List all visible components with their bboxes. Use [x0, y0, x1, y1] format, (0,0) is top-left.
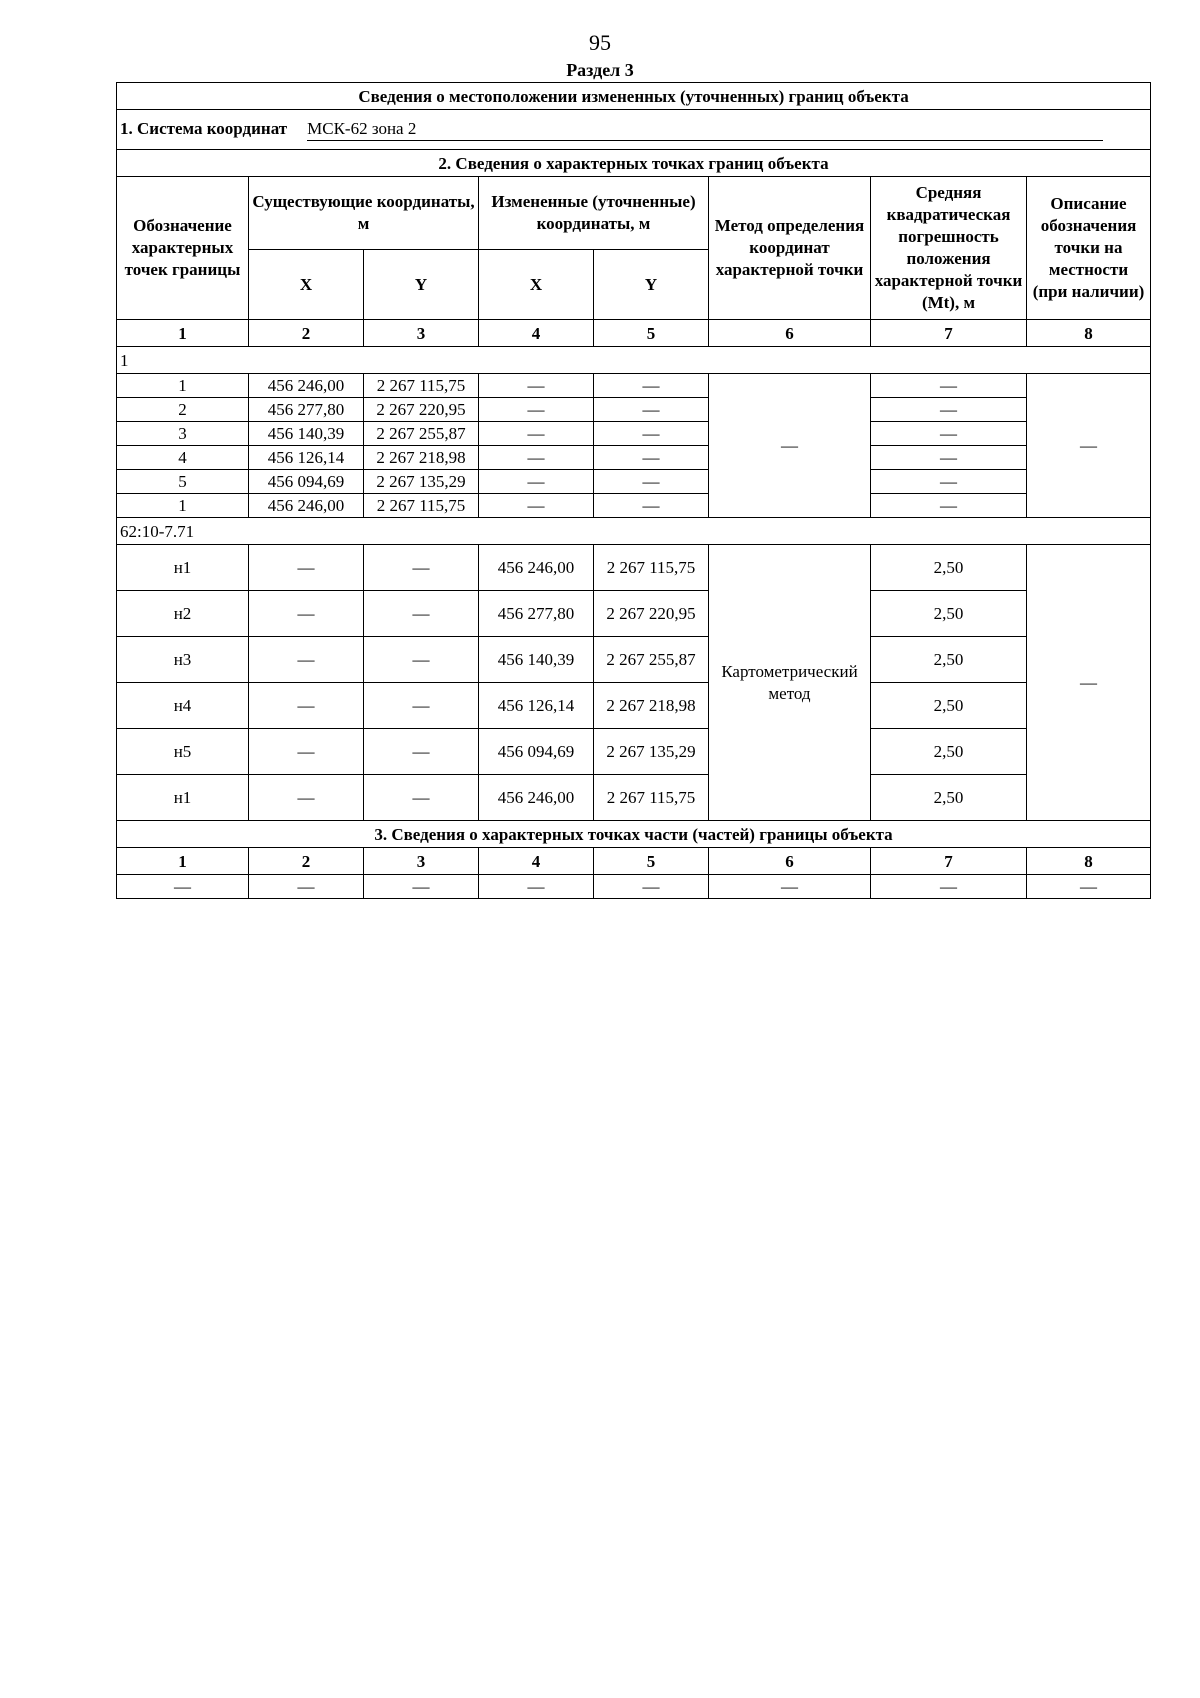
table-row — [117, 683, 1151, 729]
cell-ny: — — [594, 470, 709, 494]
column-number: 8 — [1027, 320, 1151, 347]
cell-nx: 456 246,00 — [479, 545, 594, 591]
section3-cell: — — [594, 875, 709, 899]
cell-mt: — — [871, 422, 1027, 446]
cell-point: н4 — [117, 683, 249, 729]
cell-mt: 2,50 — [871, 545, 1027, 591]
column-number: 1 — [117, 848, 249, 875]
cell-nx: 456 246,00 — [479, 775, 594, 821]
cell-nx: 456 277,80 — [479, 591, 594, 637]
section3-cell: — — [364, 875, 479, 899]
table-row — [117, 775, 1151, 821]
cell-nx: — — [479, 422, 594, 446]
cell-ny: 2 267 115,75 — [594, 545, 709, 591]
column-number: 2 — [249, 848, 364, 875]
section3-cell: — — [249, 875, 364, 899]
cell-nx: — — [479, 374, 594, 398]
group1-method: — — [709, 374, 871, 518]
header-existing-y: Y — [364, 250, 479, 320]
column-number: 7 — [871, 320, 1027, 347]
cell-x: — — [249, 729, 364, 775]
group2-method: Картометрический метод — [709, 545, 871, 821]
cell-mt: 2,50 — [871, 775, 1027, 821]
cell-nx: — — [479, 446, 594, 470]
cell-y: — — [364, 545, 479, 591]
cell-ny: 2 267 220,95 — [594, 591, 709, 637]
header-description: Описание обозначения точки на местности (при наличии) — [1027, 177, 1151, 320]
cell-nx: 456 094,69 — [479, 729, 594, 775]
section2-title: 2. Сведения о характерных точках границ объекта — [117, 150, 1151, 177]
column-number: 1 — [117, 320, 249, 347]
coord-system-row — [117, 110, 1151, 150]
section-title: Раздел 3 — [566, 60, 634, 80]
column-number: 2 — [249, 320, 364, 347]
column-number: 5 — [594, 320, 709, 347]
group1-label: 1 — [117, 347, 1151, 374]
cell-y: — — [364, 729, 479, 775]
cell-point: 5 — [117, 470, 249, 494]
cell-point: 2 — [117, 398, 249, 422]
cell-point: 1 — [117, 494, 249, 518]
cell-ny: 2 267 115,75 — [594, 775, 709, 821]
column-number: 7 — [871, 848, 1027, 875]
cell-point: 3 — [117, 422, 249, 446]
cell-x: — — [249, 545, 364, 591]
cell-nx: 456 126,14 — [479, 683, 594, 729]
cell-y: 2 267 135,29 — [364, 470, 479, 494]
cell-point: 4 — [117, 446, 249, 470]
cell-ny: 2 267 135,29 — [594, 729, 709, 775]
cell-x: 456 094,69 — [249, 470, 364, 494]
cell-mt: — — [871, 470, 1027, 494]
column-number: 3 — [364, 320, 479, 347]
column-number: 5 — [594, 848, 709, 875]
table-row — [117, 398, 1151, 422]
table-row — [117, 494, 1151, 518]
cell-nx: — — [479, 494, 594, 518]
cell-x: 456 140,39 — [249, 422, 364, 446]
table-row — [117, 470, 1151, 494]
column-number: 4 — [479, 848, 594, 875]
cell-y: — — [364, 775, 479, 821]
cell-x: 456 126,14 — [249, 446, 364, 470]
cell-ny: — — [594, 374, 709, 398]
header-changed-x: X — [479, 250, 594, 320]
column-numbers-row-2 — [117, 848, 1151, 875]
column-number: 6 — [709, 320, 871, 347]
cell-ny: 2 267 255,87 — [594, 637, 709, 683]
cell-mt: — — [871, 494, 1027, 518]
cell-x: 456 246,00 — [249, 494, 364, 518]
cell-mt: — — [871, 446, 1027, 470]
header-changed: Измененные (уточненные) координаты, м — [479, 177, 709, 250]
cell-x: — — [249, 591, 364, 637]
table-row — [117, 545, 1151, 591]
cell-point: н1 — [117, 775, 249, 821]
section3-cell: — — [871, 875, 1027, 899]
column-numbers-row — [117, 320, 1151, 347]
cell-point: н2 — [117, 591, 249, 637]
header-existing: Существующие координаты, м — [249, 177, 479, 250]
cell-point: 1 — [117, 374, 249, 398]
cell-y: 2 267 218,98 — [364, 446, 479, 470]
cell-mt: 2,50 — [871, 591, 1027, 637]
header-method: Метод определения координат характерной точки — [709, 177, 871, 320]
cell-x: — — [249, 775, 364, 821]
cell-ny: — — [594, 494, 709, 518]
cell-y: 2 267 220,95 — [364, 398, 479, 422]
boundary-table — [116, 82, 1151, 899]
cell-y: — — [364, 637, 479, 683]
table-row — [117, 875, 1151, 899]
cell-x: — — [249, 637, 364, 683]
column-number: 8 — [1027, 848, 1151, 875]
cell-y: — — [364, 683, 479, 729]
coord-system-label: 1. Система координат — [120, 119, 288, 138]
table-row — [117, 729, 1151, 775]
header-error: Средняя квадратическая погрешность положения характерной точки (Mt), м — [871, 177, 1027, 320]
column-number: 4 — [479, 320, 594, 347]
cell-mt: — — [871, 374, 1027, 398]
cell-ny: — — [594, 398, 709, 422]
section3-title: 3. Сведения о характерных точках части (частей) границы объекта — [117, 821, 1151, 848]
cell-y: 2 267 115,75 — [364, 494, 479, 518]
table-row — [117, 374, 1151, 398]
table-title: Сведения о местоположении измененных (уточненных) границ объекта — [117, 83, 1151, 110]
cell-x: 456 277,80 — [249, 398, 364, 422]
cell-ny: — — [594, 446, 709, 470]
column-number: 6 — [709, 848, 871, 875]
cell-x: — — [249, 683, 364, 729]
header-changed-y: Y — [594, 250, 709, 320]
section3-cell: — — [1027, 875, 1151, 899]
cell-nx: 456 140,39 — [479, 637, 594, 683]
section3-cell: — — [479, 875, 594, 899]
cell-mt: 2,50 — [871, 637, 1027, 683]
cell-mt: 2,50 — [871, 683, 1027, 729]
cell-ny: — — [594, 422, 709, 446]
header-designation: Обозначение характерных точек границы — [117, 177, 249, 320]
table-row — [117, 637, 1151, 683]
table-row — [117, 422, 1151, 446]
section3-cell: — — [117, 875, 249, 899]
cell-y: 2 267 255,87 — [364, 422, 479, 446]
header-existing-x: X — [249, 250, 364, 320]
cell-point: н1 — [117, 545, 249, 591]
cell-nx: — — [479, 470, 594, 494]
page-number: 95 — [589, 30, 611, 55]
cell-y: — — [364, 591, 479, 637]
table-row — [117, 446, 1151, 470]
section3-cell: — — [709, 875, 871, 899]
group2-description: — — [1027, 545, 1151, 821]
cell-nx: — — [479, 398, 594, 422]
cell-point: н3 — [117, 637, 249, 683]
cell-x: 456 246,00 — [249, 374, 364, 398]
cell-mt: — — [871, 398, 1027, 422]
cell-ny: 2 267 218,98 — [594, 683, 709, 729]
cell-y: 2 267 115,75 — [364, 374, 479, 398]
table-row — [117, 591, 1151, 637]
column-number: 3 — [364, 848, 479, 875]
group2-label: 62:10-7.71 — [117, 518, 1151, 545]
group1-description: — — [1027, 374, 1151, 518]
cell-mt: 2,50 — [871, 729, 1027, 775]
coord-system-value: МСК-62 зона 2 — [307, 118, 1103, 141]
cell-point: н5 — [117, 729, 249, 775]
